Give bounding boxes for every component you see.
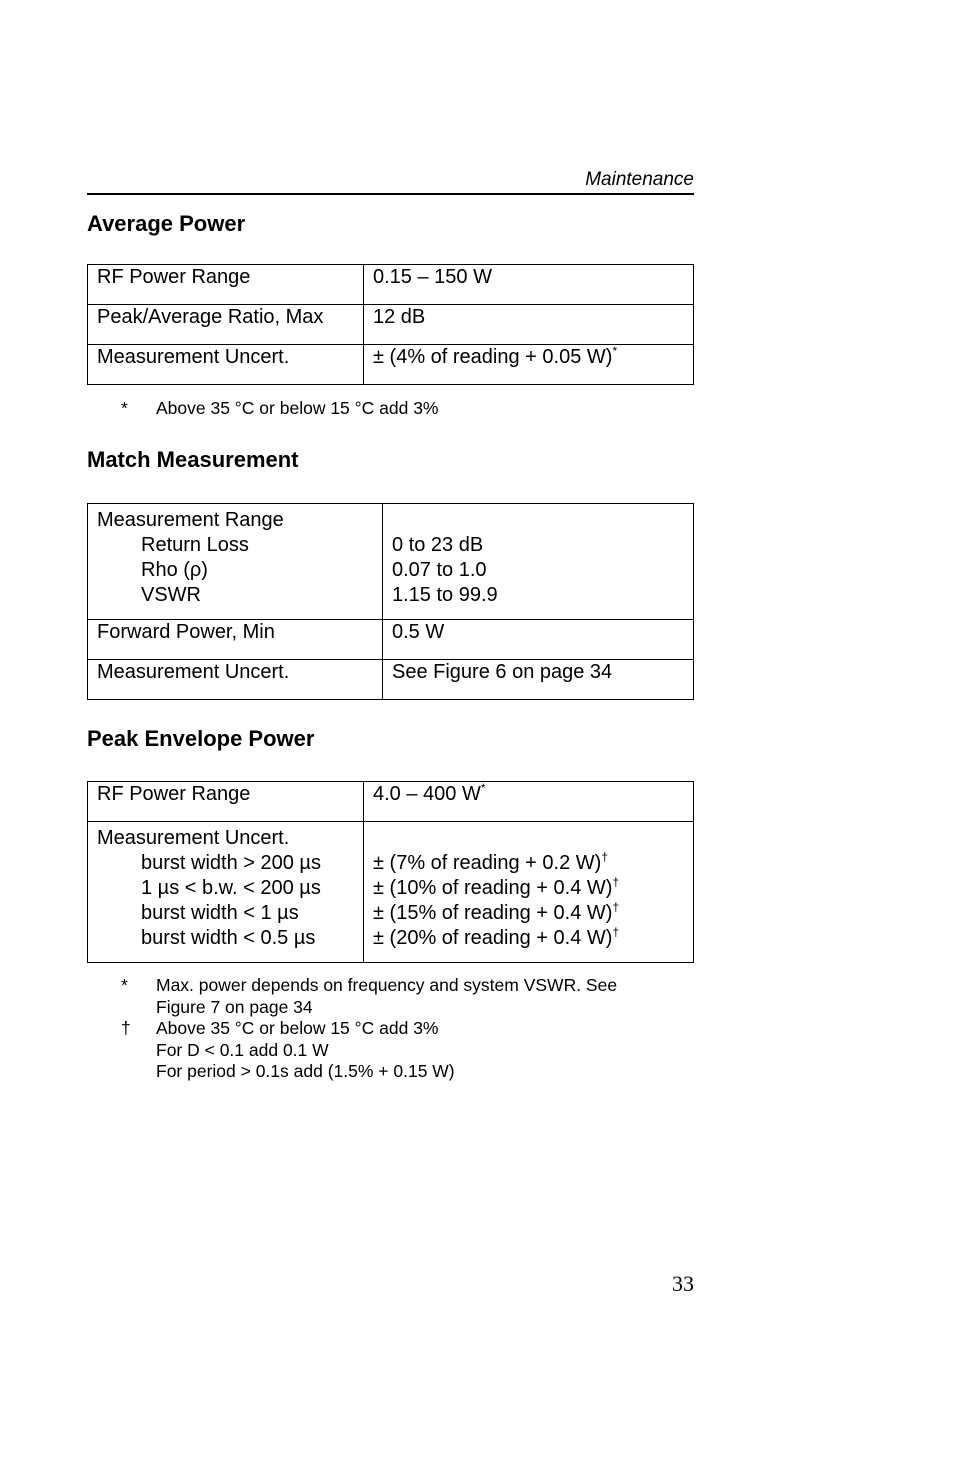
spec-label: RF Power Range (88, 265, 364, 305)
peak-envelope-power-footnotes (121, 975, 681, 1083)
spec-label-cell (88, 822, 364, 963)
footnote-line: For D < 0.1 add 0.1 W (156, 1039, 329, 1060)
footnote-line: For period > 0.1s add (1.5% + 0.15 W) (156, 1061, 455, 1081)
match-measurement-table (87, 503, 694, 700)
footnote-mark: * (121, 398, 128, 418)
average-power-footnotes (121, 398, 681, 420)
spec-value: ± (15% of reading + 0.4 W) (373, 902, 613, 924)
footnote-line: Max. power depends on frequency and system VSWR. See (156, 975, 618, 995)
sub-label: Return Loss (141, 534, 249, 556)
spec-value: 0.15 – 150 W (364, 265, 694, 305)
spec-value: ± (7% of reading + 0.2 W) (373, 852, 602, 874)
spec-value-cell (364, 345, 694, 385)
footnote-ref: * (612, 344, 618, 358)
spec-label: Measurement Uncert. (88, 660, 383, 700)
spec-label: Measurement Uncert. (88, 345, 364, 385)
spec-value: ± (4% of reading + 0.05 W) (373, 346, 613, 368)
average-power-table (87, 264, 694, 385)
spec-value: ± (10% of reading + 0.4 W) (373, 877, 613, 899)
table-row (88, 660, 694, 700)
peak-envelope-power-heading: Peak Envelope Power (87, 726, 315, 751)
spec-value: 12 dB (364, 305, 694, 345)
page-number: 33 (672, 1271, 694, 1296)
table-row (88, 782, 694, 822)
table-row (88, 305, 694, 345)
peak-envelope-power-table (87, 781, 694, 963)
table-row (88, 504, 694, 620)
footnote-ref: † (612, 900, 620, 914)
sub-label: burst width < 0.5 µs (141, 927, 316, 949)
running-header (87, 168, 694, 195)
spec-value: See Figure 6 on page 34 (383, 660, 694, 700)
footnote-ref: * (480, 781, 486, 795)
spec-value: 4.0 – 400 W (373, 783, 481, 805)
footnote (121, 1018, 681, 1083)
table-row (88, 265, 694, 305)
match-measurement-heading: Match Measurement (87, 447, 299, 472)
footnote-mark: † (121, 1018, 131, 1038)
spec-label: Peak/Average Ratio, Max (88, 305, 364, 345)
footnote-ref: † (612, 875, 620, 889)
spec-value: 0.5 W (383, 620, 694, 660)
footnote-ref: † (612, 925, 620, 939)
spec-value: 0 to 23 dB (392, 534, 484, 556)
footnote-ref: † (601, 850, 608, 864)
section-title: Maintenance (585, 169, 694, 190)
spec-value: 0.07 to 1.0 (392, 559, 487, 581)
footnote-line: Figure 7 on page 34 (156, 996, 313, 1017)
spec-value-cell (383, 504, 694, 620)
table-row (88, 620, 694, 660)
footnote (121, 975, 681, 1018)
table-row (88, 345, 694, 385)
sub-label: burst width < 1 µs (141, 902, 299, 924)
footnote (121, 398, 681, 420)
footnote-mark: * (121, 975, 128, 995)
sub-label: VSWR (141, 584, 201, 606)
spec-value: ± (20% of reading + 0.4 W) (373, 927, 613, 949)
sub-label: 1 µs < b.w. < 200 µs (141, 877, 321, 899)
spec-value-cell (364, 822, 694, 963)
footnote-text: Above 35 °C or below 15 °C add 3% (156, 398, 439, 418)
table-row (88, 822, 694, 963)
sub-label: Rho (ρ) (141, 559, 208, 581)
footnote-text (156, 975, 681, 1018)
sub-label: burst width > 200 µs (141, 852, 321, 874)
spec-label-cell (88, 504, 383, 620)
footnote-text (156, 1018, 681, 1083)
average-power-heading: Average Power (87, 211, 246, 236)
spec-value: 1.15 to 99.9 (392, 584, 498, 606)
footnote-line: Above 35 °C or below 15 °C add 3% (156, 1018, 439, 1038)
spec-label: Forward Power, Min (88, 620, 383, 660)
spec-label: RF Power Range (88, 782, 364, 822)
spec-label: Measurement Uncert. (97, 827, 290, 849)
spec-value-cell (364, 782, 694, 822)
spec-label: Measurement Range (97, 509, 284, 531)
